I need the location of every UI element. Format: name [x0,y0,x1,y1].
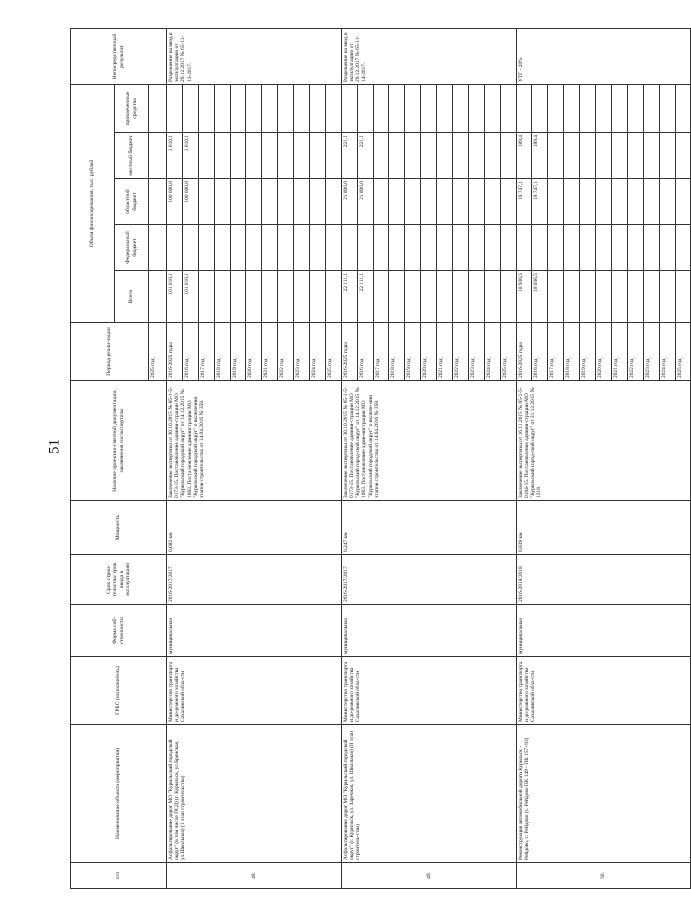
table-row [516,28,532,888]
period-cell: 2024 год [659,323,675,381]
regional-cell [468,179,484,225]
private-cell [310,84,326,132]
private-cell [357,84,373,132]
private-cell [437,84,453,132]
total-cell: 101 010,1 [182,271,198,323]
total-cell [500,271,516,323]
col-total: Всего [115,271,149,323]
local-cell [373,133,389,179]
object-grbs: Министерство транспорта и до-рожного хозяйства Сахалинской обла-сти [341,657,516,725]
table-row [167,28,183,888]
regional-cell [405,179,421,225]
object-docs: Заключение экспертизы от 16.11.2015 № 65-1-5-0184-15. Постановление админи-страции МО "Курильский город-ской округ" от 31.12.2015 № 1218. [516,381,691,501]
private-cell [659,84,675,132]
object-grbs: Министерство транспорта и до-рожного хозяйства Сахалинской обла-сти [516,657,691,725]
regional-cell: 21 890,0 [341,179,357,225]
private-cell [468,84,484,132]
private-cell [643,84,659,132]
object-docs: Заключение экспертизы от 30.10.2015 № 65-1-5-0173-15. Постановление админи-страции МО "Курильский город-ской округ" от 14.12.2015 № 1083. Постановление адми-нистрации МО "Курильский городской округ" о включе-нии этапов строительства от 14.04.2016 № 358. [341,381,516,501]
regional-cell [310,179,326,225]
private-cell [596,84,612,132]
local-cell [230,133,246,179]
local-cell [500,133,516,179]
federal-cell [278,225,294,271]
regional-cell [500,179,516,225]
period-cell: 2017 год [198,323,214,381]
local-cell [262,133,278,179]
total-cell [643,271,659,323]
col-private: привлеченные средства [115,84,149,132]
regional-cell [643,179,659,225]
federal-cell [659,225,675,271]
federal-cell [643,225,659,271]
local-cell [246,133,262,179]
local-cell [611,133,627,179]
federal-cell [421,225,437,271]
federal-cell [357,225,373,271]
total-cell [262,271,278,323]
regional-cell [564,179,580,225]
object-ownership: муниципальная [341,605,516,657]
period-cell: 2016 год [182,323,198,381]
col-regional: областной бюджет [115,179,149,225]
rotated-table-sheet [70,29,683,889]
local-cell [325,133,341,179]
col-capacity: Мощность [71,501,167,555]
local-cell [659,133,675,179]
local-cell: 189,4 [532,133,548,179]
col-result: Непосредственный результат [71,28,167,84]
period-cell: 2024 год [310,323,326,381]
private-cell [421,84,437,132]
local-cell [627,133,643,179]
period-cell: 2022 год [627,323,643,381]
object-docs: Заключение экспертизы от 30.10.2015 № 65-1-5-0173-15. Постановление админи-страции МО "Курильский городской округ" от 14.12.2015 № 1083. Поста-новление администрации МО "Курильский городской округ" о включении этапов строительства от 14.04.2016 № 358. [167,381,342,501]
period-cell: 2016 год [357,323,373,381]
total-cell [405,271,421,323]
regional-cell [675,179,691,225]
total-cell [564,271,580,323]
federal-cell [596,225,612,271]
private-cell [167,84,183,132]
object-number: 48. [167,863,342,889]
local-cell: 1 010,1 [167,133,183,179]
object-name: Асфальтирование дорог МО "Курильский городской округ" (г. Курильск, ул. Заречная, ул. Школьная) (II этап строитель-ства) [341,725,516,863]
period-cell: 2021 год [437,323,453,381]
object-result: УТГ - 20% [516,28,691,84]
regional-cell [484,179,500,225]
total-cell [421,271,437,323]
period-cell: 2022 год [278,323,294,381]
federal-cell [230,225,246,271]
period-cell: 2018 год [564,323,580,381]
total-cell [389,271,405,323]
private-cell [548,84,564,132]
total-cell [294,271,310,323]
private-cell [500,84,516,132]
period-cell: 2023 год [468,323,484,381]
period-cell: 2020 год [246,323,262,381]
period-cell: 2024 год [484,323,500,381]
period-cell: 2021 год [611,323,627,381]
federal-cell [389,225,405,271]
federal-cell [675,225,691,271]
private-cell [405,84,421,132]
local-cell [214,133,230,179]
total-cell [675,271,691,323]
regional-cell [373,179,389,225]
regional-cell: 18 747,1 [516,179,532,225]
regional-cell [294,179,310,225]
period-cell: 2019 год [405,323,421,381]
federal-cell [214,225,230,271]
total-cell [484,271,500,323]
local-cell: 221,1 [357,133,373,179]
federal-cell [325,225,341,271]
local-cell [278,133,294,179]
period-cell: 2016-2025 годы [341,323,357,381]
federal-cell [262,225,278,271]
local-cell [437,133,453,179]
local-cell [675,133,691,179]
private-cell [564,84,580,132]
private-cell [532,84,548,132]
private-cell [278,84,294,132]
regional-cell [198,179,214,225]
federal-cell [167,225,183,271]
col-docs: Наличие проектно-сметной документации, заключения госэкспертизы [71,381,167,501]
regional-cell [453,179,469,225]
federal-cell [310,225,326,271]
col-ownership: Форма соб-ственности [71,605,167,657]
federal-cell [627,225,643,271]
total-cell: 22 111,1 [357,271,373,323]
period-cell: 2017 год [373,323,389,381]
regional-cell [611,179,627,225]
local-cell [564,133,580,179]
local-cell [405,133,421,179]
private-cell [389,84,405,132]
private-cell [341,84,357,132]
investment-objects-table [70,28,691,889]
total-cell [437,271,453,323]
regional-cell [659,179,675,225]
period-cell: 2018 год [389,323,405,381]
period-cell: 2020 год [596,323,612,381]
federal-cell [453,225,469,271]
period-cell: 2019 год [230,323,246,381]
period-cell: 2016-2025 годы [516,323,532,381]
private-cell [198,84,214,132]
local-cell [389,133,405,179]
federal-cell [532,225,548,271]
object-capacity: 0,247 км [341,501,516,555]
federal-cell [564,225,580,271]
federal-cell [500,225,516,271]
total-cell [214,271,230,323]
total-cell [627,271,643,323]
period-cell: 2016 год [532,323,548,381]
federal-cell [405,225,421,271]
period-cell: 2020 год [421,323,437,381]
local-cell [484,133,500,179]
period-cell: 2025 год [675,323,691,381]
regional-cell: 18 747,1 [532,179,548,225]
object-terms: 2016-2018/2018 [516,555,691,605]
private-cell [246,84,262,132]
regional-cell [278,179,294,225]
private-cell [627,84,643,132]
total-cell [325,271,341,323]
total-cell: 18 936,5 [516,271,532,323]
federal-cell [484,225,500,271]
federal-cell [182,225,198,271]
local-cell [198,133,214,179]
private-cell [675,84,691,132]
private-cell [611,84,627,132]
period-cell: 2025 год [500,323,516,381]
total-cell [468,271,484,323]
object-capacity: 0,682 км [167,501,342,555]
period-cell: 2017 год [548,323,564,381]
local-cell [596,133,612,179]
total-cell [230,271,246,323]
total-cell [453,271,469,323]
period-cell: 2021 год [262,323,278,381]
local-cell [421,133,437,179]
object-name: Реконструкция автомобильной дороги Курильск - Рейдово, с. Рейдово (с. Рейдово ПК 149 - ПК 157+93) [516,725,691,863]
object-capacity: 0,839 км [516,501,691,555]
object-name: Асфальтирование дорог МО "Курильский городской округ" (в том числе ПСД) (г. Курильск, ул.Брянская, ул.Школьная) (1 этап строительства) [167,725,342,863]
object-terms: 2016-2017/2017 [341,555,516,605]
federal-cell [198,225,214,271]
col-federal: Федеральный бюджет [115,225,149,271]
col-no: п/п [71,863,167,889]
total-cell [198,271,214,323]
total-cell: 101 010,1 [167,271,183,323]
federal-cell [580,225,596,271]
federal-cell [294,225,310,271]
federal-cell [548,225,564,271]
regional-cell [325,179,341,225]
local-cell [643,133,659,179]
regional-cell [596,179,612,225]
regional-cell [389,179,405,225]
page-number: 51 [46,439,63,454]
col-local: местный бюджет [115,133,149,179]
federal-cell [373,225,389,271]
total-cell [310,271,326,323]
period-cell: 2022 год [453,323,469,381]
total-cell [659,271,675,323]
federal-cell [246,225,262,271]
total-cell [596,271,612,323]
total-cell [373,271,389,323]
private-cell [325,84,341,132]
total-cell [548,271,564,323]
regional-cell [421,179,437,225]
private-cell [516,84,532,132]
federal-cell [611,225,627,271]
local-cell: 1 010,1 [182,133,198,179]
private-cell [580,84,596,132]
period-cell: 2023 год [643,323,659,381]
regional-cell: 21 890,0 [357,179,373,225]
regional-cell [214,179,230,225]
local-cell: 189,4 [516,133,532,179]
object-number: 50. [516,863,691,889]
total-cell: 22 111,1 [341,271,357,323]
regional-cell [437,179,453,225]
col-object-name: Наименование объекта (мероприятия) [71,725,167,863]
local-cell [468,133,484,179]
object-terms: 2016-2017/2017 [167,555,342,605]
total-cell [246,271,262,323]
federal-cell [516,225,532,271]
period-cell: 2025 год [325,323,341,381]
period-cell: 2019 год [580,323,596,381]
object-result: Разрешение на ввод в эксплуатацию от 29.12.2017 № 65-11-13-2017. [167,28,342,84]
object-grbs: Министерство транспорта и до-рожного хозяйства Сахалинской обла-сти [167,657,342,725]
private-cell [182,84,198,132]
private-cell [294,84,310,132]
regional-cell [230,179,246,225]
local-cell [580,133,596,179]
carry-period: 2025 год [149,323,167,381]
local-cell [310,133,326,179]
private-cell [373,84,389,132]
local-cell [548,133,564,179]
object-result: Разрешение на ввод в эксплуатацию от 29.12.2017 № 65-11-14-2017. [341,28,516,84]
regional-cell [246,179,262,225]
col-financing: Объем финансирования, тыс. рублей [71,84,115,322]
col-terms: Срок строи-тельства/ срок ввода в эксплуатацию [71,555,167,605]
total-cell [278,271,294,323]
col-grbs: ГРБС (исполнитель) [71,657,167,725]
private-cell [453,84,469,132]
federal-cell [341,225,357,271]
regional-cell [262,179,278,225]
period-cell: 2018 год [214,323,230,381]
local-cell: 221,1 [341,133,357,179]
total-cell: 18 936,5 [532,271,548,323]
regional-cell [548,179,564,225]
period-cell: 2023 год [294,323,310,381]
regional-cell [627,179,643,225]
private-cell [230,84,246,132]
private-cell [214,84,230,132]
local-cell [294,133,310,179]
object-ownership: муниципальная [516,605,691,657]
period-cell: 2016-2025 годы [167,323,183,381]
local-cell [453,133,469,179]
object-ownership: муниципальная [167,605,342,657]
col-period: Период реали-зации [71,323,149,381]
regional-cell: 100 000,0 [182,179,198,225]
private-cell [262,84,278,132]
regional-cell: 100 000,0 [167,179,183,225]
private-cell [484,84,500,132]
object-number: 49. [341,863,516,889]
federal-cell [437,225,453,271]
federal-cell [468,225,484,271]
regional-cell [580,179,596,225]
table-row [341,28,357,888]
total-cell [580,271,596,323]
total-cell [611,271,627,323]
